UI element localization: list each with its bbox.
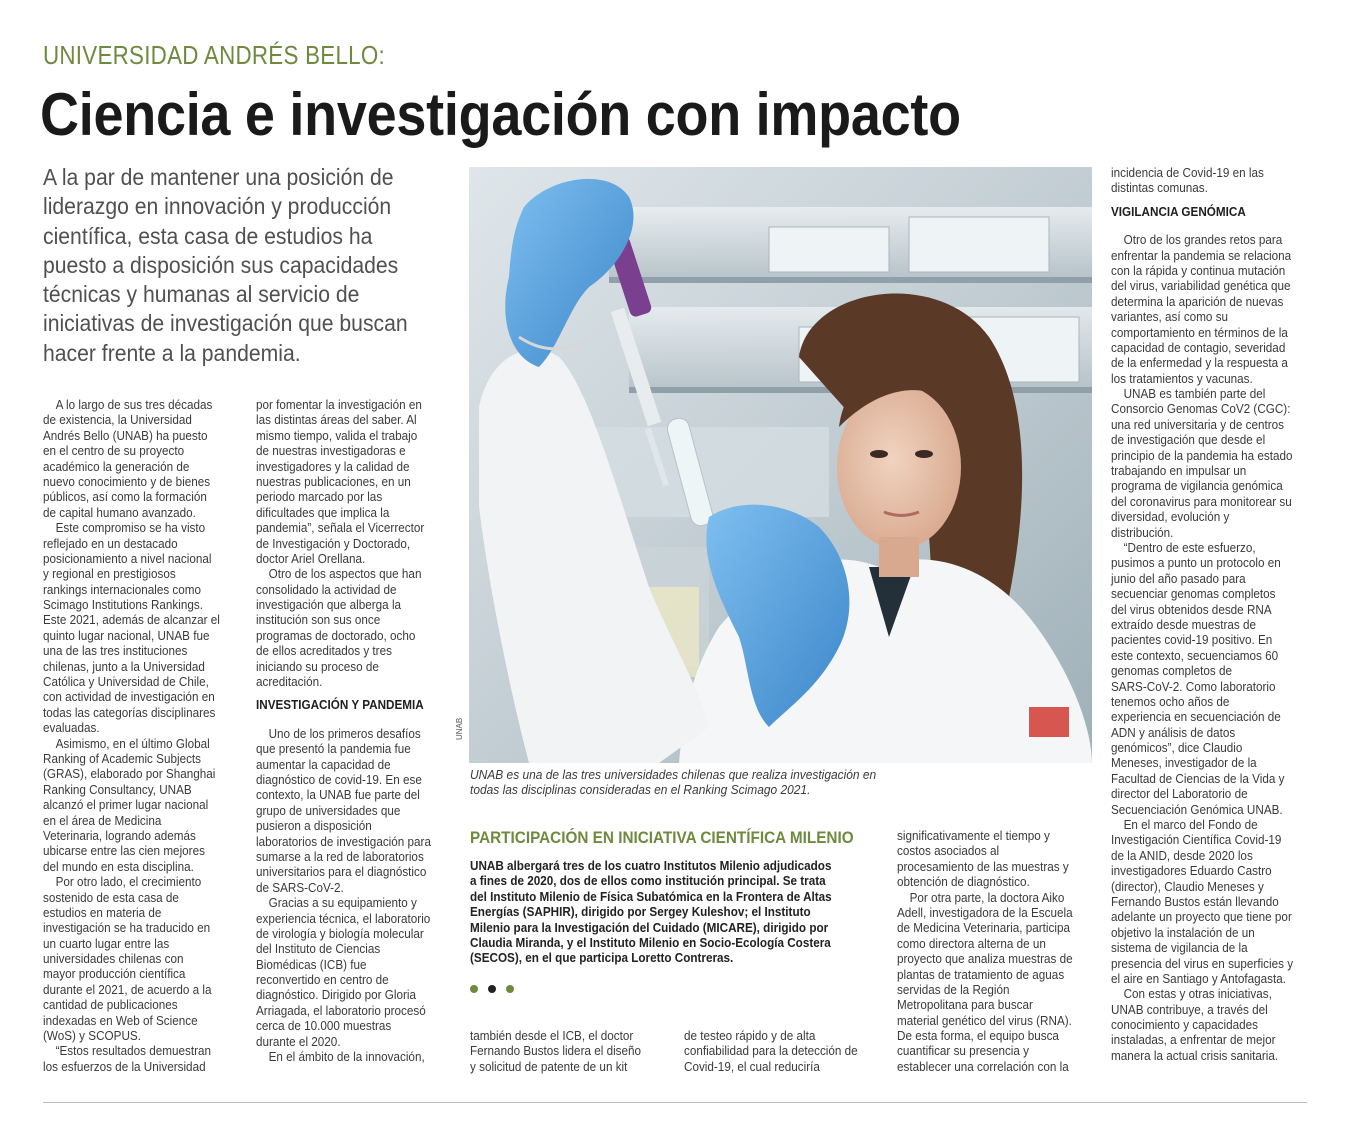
text-line: pandemia”, señala el Vicerrector bbox=[256, 520, 425, 536]
text-line: del mundo en esta disciplina. bbox=[43, 858, 194, 874]
text-line: extraído desde muestras de bbox=[1111, 616, 1257, 632]
text-line: Asimismo, en el último Global bbox=[55, 735, 210, 751]
text-line: programas de doctorado, ocho bbox=[256, 627, 416, 643]
text-line: director del Laboratorio de bbox=[1111, 786, 1248, 802]
text-line: este contexto, secuenciamos 60 bbox=[1111, 647, 1279, 663]
text-line: ADN y análisis de datos bbox=[1111, 724, 1236, 740]
text-line: con actividad de investigación en bbox=[43, 689, 215, 705]
text-line: universidades chilenas con bbox=[43, 951, 184, 967]
section-kicker: UNIVERSIDAD ANDRÉS BELLO: bbox=[43, 40, 385, 70]
body-column-4 bbox=[897, 828, 1092, 1074]
text-line: Scimago Institutions Rankings. bbox=[43, 597, 203, 613]
text-line: los tratamientos y vacunas. bbox=[1111, 370, 1253, 386]
text-line: institución son sus once bbox=[256, 612, 381, 628]
text-line: experiencia técnica, el laboratorio bbox=[256, 910, 431, 926]
text-line: iniciativas de investigación que buscan bbox=[43, 310, 408, 337]
headline: Ciencia e investigación con impacto bbox=[40, 81, 961, 148]
text-line: Arriagada, el laboratorio procesó bbox=[256, 1002, 426, 1018]
text-line: Otro de los grandes retos para bbox=[1123, 232, 1283, 248]
text-line: distintas comunas. bbox=[1111, 180, 1208, 196]
text-line: variantes, así como su bbox=[1111, 309, 1229, 325]
text-line: del coronavirus para monitorear su bbox=[1111, 493, 1292, 509]
text-line: hacer frente a la pandemia. bbox=[43, 339, 301, 366]
text-line: UNAB contribuye, a través del bbox=[1111, 1001, 1268, 1017]
body-column-2 bbox=[256, 397, 450, 1064]
bottom-rule bbox=[43, 1102, 1307, 1103]
text-line: pusieron a disposición bbox=[256, 818, 372, 834]
text-line: Por otro lado, el crecimiento bbox=[55, 874, 202, 890]
text-line: Secuenciación Genómica UNAB. bbox=[1111, 801, 1283, 817]
text-line: de existencia, la Universidad bbox=[43, 412, 192, 428]
text-line: públicos, así como la formación bbox=[43, 489, 207, 505]
text-line: Investigación Científica Covid-19 bbox=[1111, 832, 1282, 848]
text-line: de la ANID, desde 2020 los bbox=[1111, 847, 1253, 863]
body-column-3b bbox=[684, 1028, 877, 1074]
text-line: por fomentar la investigación en bbox=[256, 397, 422, 412]
text-line: Adell, investigadora de la Escuela bbox=[897, 904, 1073, 920]
text-line: conocimiento y capacidades bbox=[1111, 1017, 1258, 1033]
box-title: PARTICIPACIÓN EN INICIATIVA CIENTÍFICA MILENIO bbox=[470, 828, 854, 847]
text-line: de investigación que desde el bbox=[1111, 432, 1266, 448]
text-line: Católica y Universidad de Chile, bbox=[43, 674, 209, 690]
text-line: En el ámbito de la innovación, bbox=[268, 1049, 425, 1065]
text-line: obtención de diagnóstico. bbox=[897, 874, 1030, 890]
text-line: aumentar la capacidad de bbox=[256, 756, 391, 772]
text-line: establecer una correlación con la bbox=[897, 1058, 1069, 1074]
text-line: SARS-CoV-2. Como laboratorio bbox=[1111, 678, 1276, 694]
text-line: reconvertido en centro de bbox=[256, 972, 389, 988]
text-line: A lo largo de sus tres décadas bbox=[55, 397, 213, 412]
text-line: significativamente el tiempo y bbox=[897, 828, 1050, 843]
text-line: A la par de mantener una posición de bbox=[43, 164, 394, 190]
text-line: el aire en Santiago y Antofagasta. bbox=[1111, 970, 1286, 986]
text-line: puesto a disposición sus capacidades bbox=[43, 251, 399, 278]
text-line: a fines de 2020, dos de ellos como institución principal. Se trata bbox=[470, 873, 826, 889]
text-line: sumarse a la red de laboratorios bbox=[256, 848, 424, 864]
text-line: como directora alterna de un bbox=[897, 935, 1046, 951]
body-column-3a bbox=[470, 1028, 660, 1074]
subhead-vigilancia-genomica: VIGILANCIA GENÓMICA bbox=[1111, 203, 1246, 219]
text-line: trabajando en impulsar un bbox=[1111, 463, 1247, 479]
text-line: de ellos acreditados y tres bbox=[256, 643, 392, 659]
text-line: pusimos a punto un protocolo en bbox=[1111, 555, 1281, 571]
text-line: De esta forma, el equipo busca bbox=[897, 1028, 1059, 1044]
text-line: Facultad de Ciencias de la Vida y bbox=[1111, 770, 1285, 786]
text-line: Energías (SAPHIR), dirigido por Sergey Kuleshov; el Instituto bbox=[470, 904, 811, 920]
text-line: del virus obtenidos desde RNA bbox=[1111, 601, 1272, 617]
text-line: en el centro de su proyecto bbox=[43, 443, 185, 459]
text-line: Meneses, investigador de la bbox=[1111, 755, 1257, 771]
text-line: Consorcio Genomas CoV2 (CGC): bbox=[1111, 401, 1291, 417]
text-line: chilenas, junto a la Universidad bbox=[43, 658, 205, 674]
text-line: plantas de tratamiento de aguas bbox=[897, 966, 1065, 982]
text-line: Por otra parte, la doctora Aiko bbox=[909, 889, 1065, 905]
text-line: En el marco del Fondo de bbox=[1123, 817, 1258, 833]
text-line: Ranking of Academic Subjects bbox=[43, 750, 202, 766]
text-line: una red universitaria y de centros bbox=[1111, 416, 1284, 432]
text-line: determina la aparición de nuevas bbox=[1111, 293, 1284, 309]
text-line: servidas de la Región bbox=[897, 981, 1010, 997]
text-line: y regional en prestigiosos bbox=[43, 566, 176, 582]
text-line: Este 2021, además de alcanzar el bbox=[43, 612, 220, 628]
text-line: del Instituto Milenio de Física Subatómica en la Frontera de Altas bbox=[470, 888, 832, 904]
text-line: indexadas en Web of Science bbox=[43, 1012, 198, 1028]
text-line: (GRAS), elaborado por Shanghai bbox=[43, 766, 216, 782]
text-line: adelante un proyecto que tiene por bbox=[1111, 909, 1292, 925]
text-line: del virus, variabilidad genética que bbox=[1111, 278, 1291, 294]
text-line: mismo tiempo, valida el trabajo bbox=[256, 427, 418, 443]
text-line: Ranking Consultancy, UNAB bbox=[43, 781, 192, 797]
box-body bbox=[470, 858, 872, 966]
text-line: distribución. bbox=[1111, 524, 1174, 540]
dot-icon bbox=[488, 985, 496, 993]
body-column-5 bbox=[1111, 165, 1313, 1063]
text-line: genómicos”, dice Claudio bbox=[1111, 740, 1243, 756]
text-line: nuevo conocimiento y de bienes bbox=[43, 473, 211, 489]
text-line: todas las disciplinas consideradas en el Ranking Scimago 2021. bbox=[470, 782, 811, 798]
text-line: nuestras publicaciones, en un bbox=[256, 473, 411, 489]
text-line: tenemos ocho años de bbox=[1111, 693, 1230, 709]
text-line: cuantificar su presencia y bbox=[897, 1043, 1030, 1059]
text-line: en el área de Medicina bbox=[43, 812, 162, 828]
text-line: pacientes covid-19 positivo. En bbox=[1111, 632, 1273, 648]
text-line: Covid-19, el cual reduciría bbox=[684, 1058, 820, 1074]
text-line: investigación que alberga la bbox=[256, 597, 402, 613]
text-line: comportamiento en términos de la bbox=[1111, 324, 1288, 340]
text-line: proyecto que analiza muestras de bbox=[897, 951, 1073, 967]
text-line: cantidad de publicaciones bbox=[43, 997, 178, 1013]
text-line: y solicitud de patente de un kit bbox=[470, 1058, 628, 1074]
text-line: Con estas y otras iniciativas, bbox=[1123, 986, 1272, 1002]
text-line: un cuarto lugar entre las bbox=[43, 935, 170, 951]
text-line: “Estos resultados demuestran bbox=[55, 1043, 212, 1059]
text-line: Andrés Bello (UNAB) ha puesto bbox=[43, 427, 208, 443]
text-line: una de las tres instituciones bbox=[43, 643, 188, 659]
text-line: procesamiento de las muestras y bbox=[897, 858, 1069, 874]
separator-dots bbox=[470, 985, 514, 993]
text-line: quinto lugar nacional, UNAB fue bbox=[43, 627, 210, 643]
text-line: investigadores y la calidad de bbox=[256, 458, 410, 474]
text-line: dificultades que implica la bbox=[256, 504, 390, 520]
text-line: científica, esta casa de estudios ha bbox=[43, 222, 373, 249]
text-line: las distintas áreas del saber. Al bbox=[256, 412, 417, 428]
text-line: sistema de vigilancia de la bbox=[1111, 940, 1248, 956]
text-line: de Medicina Veterinaria, participa bbox=[897, 920, 1071, 936]
text-line: capacidad de contagio, severidad bbox=[1111, 339, 1286, 355]
text-line: que presentó la pandemia fue bbox=[256, 741, 411, 757]
text-line: ubicarse entre las cien mejores bbox=[43, 843, 205, 859]
text-line: de testeo rápido y de alta bbox=[684, 1028, 816, 1043]
text-line: liderazgo en innovación y producción bbox=[43, 193, 392, 220]
subhead-investigacion-pandemia: INVESTIGACIÓN Y PANDEMIA bbox=[256, 697, 424, 713]
text-line: Fernando Bustos lidera el diseño bbox=[470, 1043, 642, 1059]
text-line: genomas completos de bbox=[1111, 663, 1232, 679]
text-line: técnicas y humanas al servicio de bbox=[43, 281, 360, 308]
text-line: de nuestras investigadoras e bbox=[256, 443, 406, 459]
text-line: instaladas, a enfrentar de mejor bbox=[1111, 1032, 1276, 1048]
text-line: (SECOS), en el que participa Loretto Contreras. bbox=[470, 950, 734, 966]
text-line: todas las categorías disciplinares bbox=[43, 704, 216, 720]
text-line: UNAB albergará tres de los cuatro Institutos Milenio adjudicados bbox=[470, 858, 832, 873]
text-line: diagnóstico. Dirigido por Gloria bbox=[256, 987, 416, 1003]
text-line: rankings internacionales como bbox=[43, 581, 202, 597]
dot-icon bbox=[470, 985, 478, 993]
text-line: investigación se ha traducido en bbox=[43, 920, 211, 936]
text-line: Uno de los primeros desafíos bbox=[268, 725, 421, 741]
body-column-1 bbox=[43, 397, 240, 1074]
text-line: Milenio para la Investigación del Cuidado (MICARE), dirigido por bbox=[470, 919, 829, 935]
text-line: secuenciar genomas completos bbox=[1111, 586, 1276, 602]
text-line: de virología y biología molecular bbox=[256, 925, 424, 941]
text-line: evaluadas. bbox=[43, 720, 100, 736]
text-line: Veterinaria, logrando además bbox=[43, 827, 196, 843]
text-line: Gracias a su equipamiento y bbox=[268, 895, 417, 911]
text-line: de capital humano avanzado. bbox=[43, 504, 196, 520]
text-line: doctor Ariel Orellana. bbox=[256, 550, 366, 566]
photo-credit: UNAB bbox=[455, 717, 464, 740]
text-line: del Instituto de Ciencias bbox=[256, 941, 381, 957]
text-line: costos asociados al bbox=[897, 843, 1000, 859]
text-line: Metropolitana para buscar bbox=[897, 997, 1033, 1013]
text-line: principio de la pandemia ha estado bbox=[1111, 447, 1293, 463]
dot-icon bbox=[506, 985, 514, 993]
text-line: también desde el ICB, el doctor bbox=[470, 1028, 634, 1043]
text-line: (director), Claudio Meneses y bbox=[1111, 878, 1264, 894]
text-line: contexto, la UNAB fue parte del bbox=[256, 787, 420, 803]
text-line: mayor producción científica bbox=[43, 966, 186, 982]
text-line: Fernando Bustos están llevando bbox=[1111, 893, 1279, 909]
photo-caption bbox=[470, 767, 912, 798]
text-line: objetivo la instalación de un bbox=[1111, 924, 1255, 940]
text-line: periodo marcado por las bbox=[256, 489, 383, 505]
text-line: manera la actual crisis sanitaria. bbox=[1111, 1047, 1279, 1063]
text-line: confiabilidad para la detección de bbox=[684, 1043, 858, 1059]
text-line: iniciando su proceso de bbox=[256, 658, 379, 674]
text-line: programa de vigilancia genómica bbox=[1111, 478, 1283, 494]
text-line: presencia del virus en superficies y bbox=[1111, 955, 1294, 971]
text-line: con la rápida y continua mutación bbox=[1111, 262, 1286, 278]
text-line: enfrentar la pandemia se relaciona bbox=[1111, 247, 1292, 263]
text-line: estudios en materia de bbox=[43, 904, 162, 920]
text-line: universitarios para el diagnóstico bbox=[256, 864, 427, 880]
text-line: durante el 2020. bbox=[256, 1033, 341, 1049]
text-line: incidencia de Covid-19 en las bbox=[1111, 165, 1264, 180]
researcher-illustration bbox=[469, 167, 1092, 763]
text-line: Este compromiso se ha visto bbox=[55, 520, 206, 536]
deck-paragraph bbox=[43, 163, 453, 368]
text-line: de SARS-CoV-2. bbox=[256, 879, 344, 895]
text-line: (WoS) y SCOPUS. bbox=[43, 1028, 141, 1044]
lab-photo bbox=[469, 167, 1092, 763]
text-line: “Dentro de este esfuerzo, bbox=[1123, 539, 1256, 555]
text-line: investigadores Eduardo Castro bbox=[1111, 863, 1272, 879]
text-line: diversidad, evolución y bbox=[1111, 509, 1230, 525]
text-line: experiencia en secuenciación de bbox=[1111, 709, 1281, 725]
text-line: UNAB es también parte del bbox=[1123, 386, 1266, 402]
text-line: consolidado la actividad de bbox=[256, 581, 397, 597]
text-line: laboratorios de investigación para bbox=[256, 833, 431, 849]
text-line: sostenido de esta casa de bbox=[43, 889, 179, 905]
text-line: alcanzó el primer lugar nacional bbox=[43, 797, 209, 813]
text-line: de la enfermedad y la respuesta a bbox=[1111, 355, 1288, 371]
text-line: material genético del virus (RNA). bbox=[897, 1012, 1072, 1028]
text-line: los esfuerzos de la Universidad bbox=[43, 1058, 206, 1074]
text-line: diagnóstico de covid-19. En ese bbox=[256, 771, 422, 787]
text-line: acreditación. bbox=[256, 674, 323, 690]
text-line: Claudia Miranda, y el Instituto Milenio en Socio-Ecología Costera bbox=[470, 935, 831, 951]
text-line: durante el 2021, de acuerdo a la bbox=[43, 981, 212, 997]
text-line: junio del año pasado para bbox=[1111, 570, 1246, 586]
text-line: de Investigación y Doctorado, bbox=[256, 535, 411, 551]
text-line: grupo de universidades que bbox=[256, 802, 401, 818]
text-line: Otro de los aspectos que han bbox=[268, 566, 422, 582]
text-line: Biomédicas (ICB) fue bbox=[256, 956, 367, 972]
text-line: académico la generación de bbox=[43, 458, 190, 474]
text-line: reflejado en un destacado bbox=[43, 535, 178, 551]
text-line: posicionamiento a nivel nacional bbox=[43, 550, 212, 566]
text-line: UNAB es una de las tres universidades chilenas que realiza investigación en bbox=[470, 767, 877, 782]
text-line: cerca de 10.000 muestras bbox=[256, 1018, 392, 1034]
